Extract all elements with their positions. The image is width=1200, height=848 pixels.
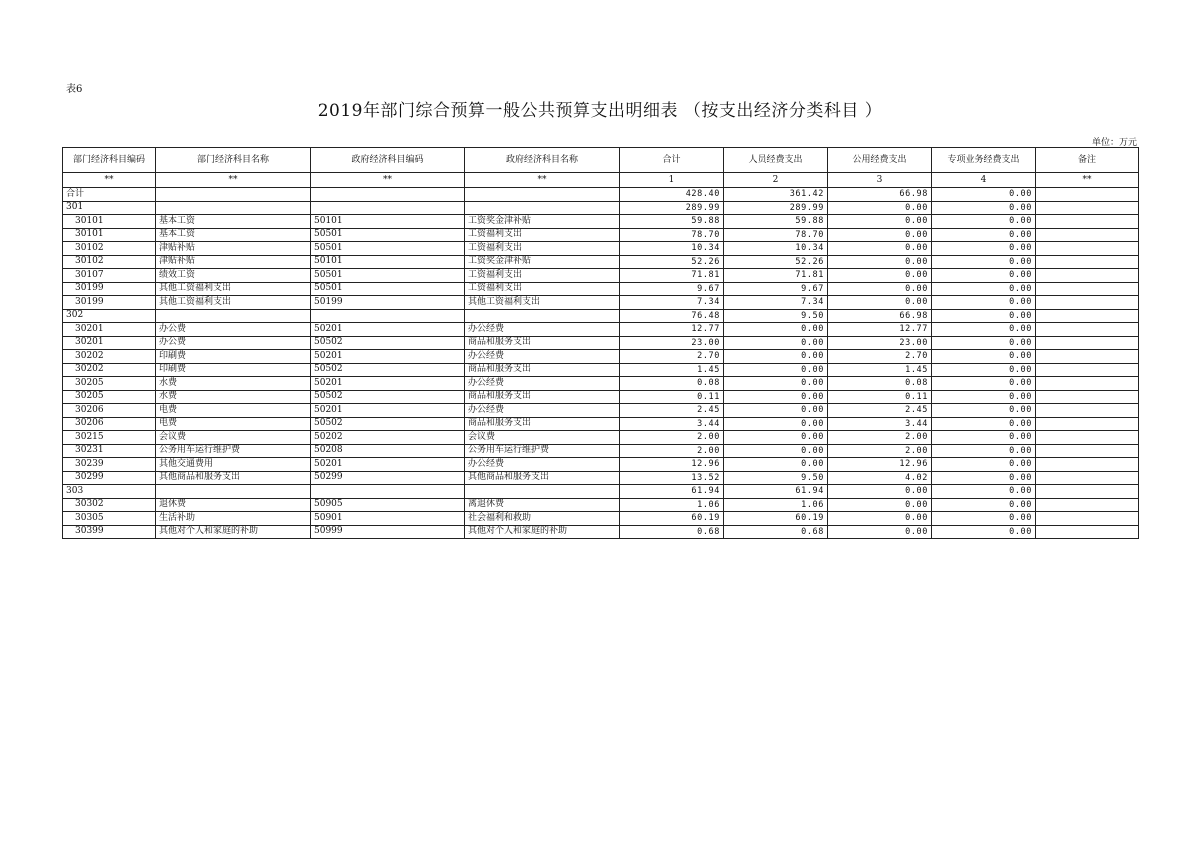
special-cell: 0.00 — [932, 269, 1036, 283]
public-cell: 2.00 — [828, 431, 932, 445]
gov-code-cell: 50501 — [311, 269, 465, 283]
public-cell: 0.00 — [828, 215, 932, 229]
total-cell: 13.52 — [620, 471, 724, 485]
gov-name-cell: 工资奖金津补贴 — [465, 255, 620, 269]
total-cell: 76.48 — [620, 309, 724, 323]
col-header-special: 专项业务经费支出 — [932, 148, 1036, 173]
note-cell — [1036, 363, 1139, 377]
dept-name-cell: 其他对个人和家庭的补助 — [156, 525, 311, 539]
total-cell: 61.94 — [620, 485, 724, 499]
personnel-cell: 1.06 — [724, 498, 828, 512]
index-row — [63, 173, 1139, 188]
public-cell: 12.77 — [828, 323, 932, 337]
public-cell: 0.00 — [828, 296, 932, 310]
personnel-cell: 78.70 — [724, 228, 828, 242]
gov-name-cell: 离退休费 — [465, 498, 620, 512]
gov-code-cell: 50201 — [311, 323, 465, 337]
gov-code-cell: 50901 — [311, 512, 465, 526]
dept-name-cell: 电费 — [156, 417, 311, 431]
personnel-cell: 361.42 — [724, 188, 828, 202]
dept-code-cell: 30199 — [63, 296, 156, 310]
public-cell: 0.00 — [828, 512, 932, 526]
gov-code-cell: 50199 — [311, 296, 465, 310]
gov-code-cell — [311, 201, 465, 215]
table-row — [63, 201, 1139, 215]
total-cell: 23.00 — [620, 336, 724, 350]
table-row — [63, 417, 1139, 431]
dept-name-cell: 生活补助 — [156, 512, 311, 526]
gov-name-cell: 其他工资福利支出 — [465, 296, 620, 310]
personnel-cell: 52.26 — [724, 255, 828, 269]
note-cell — [1036, 336, 1139, 350]
table-row — [63, 485, 1139, 499]
total-cell: 2.70 — [620, 350, 724, 364]
gov-name-cell: 办公经费 — [465, 404, 620, 418]
note-cell — [1036, 255, 1139, 269]
total-cell: 71.81 — [620, 269, 724, 283]
note-cell — [1036, 417, 1139, 431]
unit-label: 单位：万元 — [1091, 138, 1137, 148]
table-row — [63, 512, 1139, 526]
personnel-cell: 60.19 — [724, 512, 828, 526]
personnel-cell: 0.00 — [724, 458, 828, 472]
gov-name-cell: 社会福利和救助 — [465, 512, 620, 526]
personnel-cell: 0.00 — [724, 323, 828, 337]
gov-code-cell: 50201 — [311, 404, 465, 418]
public-cell: 0.00 — [828, 269, 932, 283]
dept-name-cell: 基本工资 — [156, 228, 311, 242]
special-cell: 0.00 — [932, 363, 1036, 377]
special-cell: 0.00 — [932, 458, 1036, 472]
table-row — [63, 228, 1139, 242]
special-cell: 0.00 — [932, 296, 1036, 310]
personnel-cell: 71.81 — [724, 269, 828, 283]
dept-name-cell: 水费 — [156, 377, 311, 391]
table-row — [63, 471, 1139, 485]
personnel-cell: 0.00 — [724, 404, 828, 418]
dept-code-cell: 30206 — [63, 404, 156, 418]
dept-code-cell: 302 — [63, 309, 156, 323]
gov-name-cell — [465, 309, 620, 323]
dept-name-cell: 其他交通费用 — [156, 458, 311, 472]
dept-name-cell: 会议费 — [156, 431, 311, 445]
dept-name-cell: 其他工资福利支出 — [156, 282, 311, 296]
index-cell: 4 — [932, 173, 1036, 188]
personnel-cell: 0.00 — [724, 350, 828, 364]
total-cell: 59.88 — [620, 215, 724, 229]
gov-code-cell: 50999 — [311, 525, 465, 539]
total-cell: 0.68 — [620, 525, 724, 539]
gov-name-cell: 工资福利支出 — [465, 242, 620, 256]
dept-code-cell: 30239 — [63, 458, 156, 472]
dept-name-cell: 绩效工资 — [156, 269, 311, 283]
gov-code-cell: 50502 — [311, 390, 465, 404]
dept-name-cell: 津贴补贴 — [156, 242, 311, 256]
budget-table — [62, 147, 1139, 539]
note-cell — [1036, 390, 1139, 404]
gov-code-cell: 50201 — [311, 350, 465, 364]
table-row — [63, 458, 1139, 472]
personnel-cell: 0.00 — [724, 363, 828, 377]
special-cell: 0.00 — [932, 404, 1036, 418]
dept-code-cell: 30205 — [63, 377, 156, 391]
special-cell: 0.00 — [932, 255, 1036, 269]
special-cell: 0.00 — [932, 512, 1036, 526]
gov-code-cell: 50201 — [311, 458, 465, 472]
special-cell: 0.00 — [932, 377, 1036, 391]
gov-code-cell: 50299 — [311, 471, 465, 485]
note-cell — [1036, 228, 1139, 242]
note-cell — [1036, 296, 1139, 310]
public-cell: 0.08 — [828, 377, 932, 391]
special-cell: 0.00 — [932, 525, 1036, 539]
total-cell: 0.08 — [620, 377, 724, 391]
public-cell: 4.02 — [828, 471, 932, 485]
dept-code-cell: 303 — [63, 485, 156, 499]
dept-code-cell: 30205 — [63, 390, 156, 404]
personnel-cell: 0.00 — [724, 377, 828, 391]
table-row — [63, 431, 1139, 445]
special-cell: 0.00 — [932, 242, 1036, 256]
personnel-cell: 0.00 — [724, 390, 828, 404]
col-header-dept-code: 部门经济科目编码 — [63, 148, 156, 173]
dept-name-cell: 电费 — [156, 404, 311, 418]
special-cell: 0.00 — [932, 498, 1036, 512]
gov-name-cell: 商品和服务支出 — [465, 417, 620, 431]
gov-name-cell: 其他对个人和家庭的补助 — [465, 525, 620, 539]
table-row — [63, 498, 1139, 512]
total-cell: 12.96 — [620, 458, 724, 472]
special-cell: 0.00 — [932, 228, 1036, 242]
index-cell: ** — [465, 173, 620, 188]
special-cell: 0.00 — [932, 417, 1036, 431]
gov-code-cell: 50101 — [311, 215, 465, 229]
gov-code-cell: 50202 — [311, 431, 465, 445]
dept-code-cell: 30202 — [63, 363, 156, 377]
note-cell — [1036, 458, 1139, 472]
gov-code-cell: 50501 — [311, 282, 465, 296]
table-row — [63, 242, 1139, 256]
gov-name-cell — [465, 201, 620, 215]
dept-code-cell: 30399 — [63, 525, 156, 539]
public-cell: 3.44 — [828, 417, 932, 431]
table-row — [63, 377, 1139, 391]
note-cell — [1036, 444, 1139, 458]
dept-name-cell: 退休费 — [156, 498, 311, 512]
dept-name-cell: 其他商品和服务支出 — [156, 471, 311, 485]
total-cell: 289.99 — [620, 201, 724, 215]
table-row — [63, 390, 1139, 404]
special-cell: 0.00 — [932, 350, 1036, 364]
gov-code-cell — [311, 485, 465, 499]
total-cell: 1.06 — [620, 498, 724, 512]
table-row — [63, 255, 1139, 269]
index-cell: 2 — [724, 173, 828, 188]
gov-name-cell: 其他商品和服务支出 — [465, 471, 620, 485]
dept-code-cell: 合计 — [63, 188, 156, 202]
note-cell — [1036, 309, 1139, 323]
special-cell: 0.00 — [932, 201, 1036, 215]
public-cell: 0.00 — [828, 485, 932, 499]
public-cell: 23.00 — [828, 336, 932, 350]
gov-name-cell: 商品和服务支出 — [465, 336, 620, 350]
dept-code-cell: 30102 — [63, 255, 156, 269]
table-row — [63, 350, 1139, 364]
personnel-cell: 7.34 — [724, 296, 828, 310]
special-cell: 0.00 — [932, 336, 1036, 350]
public-cell: 0.00 — [828, 282, 932, 296]
gov-name-cell: 办公经费 — [465, 458, 620, 472]
gov-code-cell: 50905 — [311, 498, 465, 512]
col-header-personnel: 人员经费支出 — [724, 148, 828, 173]
public-cell: 66.98 — [828, 188, 932, 202]
note-cell — [1036, 485, 1139, 499]
gov-code-cell: 50201 — [311, 377, 465, 391]
note-cell — [1036, 242, 1139, 256]
gov-name-cell: 工资福利支出 — [465, 269, 620, 283]
table-row — [63, 444, 1139, 458]
gov-code-cell: 50502 — [311, 363, 465, 377]
dept-code-cell: 30101 — [63, 228, 156, 242]
dept-name-cell: 印刷费 — [156, 363, 311, 377]
note-cell — [1036, 404, 1139, 418]
col-header-note: 备注 — [1036, 148, 1139, 173]
dept-name-cell: 基本工资 — [156, 215, 311, 229]
gov-code-cell — [311, 309, 465, 323]
dept-name-cell — [156, 309, 311, 323]
dept-name-cell — [156, 201, 311, 215]
public-cell: 2.00 — [828, 444, 932, 458]
dept-name-cell — [156, 188, 311, 202]
gov-code-cell: 50208 — [311, 444, 465, 458]
dept-code-cell: 30305 — [63, 512, 156, 526]
dept-name-cell: 水费 — [156, 390, 311, 404]
dept-code-cell: 30107 — [63, 269, 156, 283]
dept-name-cell: 印刷费 — [156, 350, 311, 364]
table-row — [63, 269, 1139, 283]
gov-name-cell: 商品和服务支出 — [465, 363, 620, 377]
personnel-cell: 59.88 — [724, 215, 828, 229]
dept-code-cell: 30102 — [63, 242, 156, 256]
personnel-cell: 289.99 — [724, 201, 828, 215]
special-cell: 0.00 — [932, 431, 1036, 445]
dept-code-cell: 30199 — [63, 282, 156, 296]
gov-code-cell: 50101 — [311, 255, 465, 269]
personnel-cell: 0.00 — [724, 336, 828, 350]
dept-name-cell — [156, 485, 311, 499]
gov-name-cell: 工资福利支出 — [465, 282, 620, 296]
gov-name-cell: 商品和服务支出 — [465, 390, 620, 404]
dept-name-cell: 办公费 — [156, 323, 311, 337]
index-cell: 3 — [828, 173, 932, 188]
total-cell: 60.19 — [620, 512, 724, 526]
gov-name-cell: 公务用车运行维护费 — [465, 444, 620, 458]
col-header-gov-name: 政府经济科目名称 — [465, 148, 620, 173]
public-cell: 0.00 — [828, 255, 932, 269]
dept-code-cell: 30302 — [63, 498, 156, 512]
total-cell: 7.34 — [620, 296, 724, 310]
dept-code-cell: 301 — [63, 201, 156, 215]
total-cell: 1.45 — [620, 363, 724, 377]
special-cell: 0.00 — [932, 215, 1036, 229]
total-cell: 0.11 — [620, 390, 724, 404]
public-cell: 1.45 — [828, 363, 932, 377]
special-cell: 0.00 — [932, 444, 1036, 458]
gov-name-cell: 办公经费 — [465, 323, 620, 337]
gov-name-cell — [465, 188, 620, 202]
public-cell: 0.00 — [828, 228, 932, 242]
personnel-cell: 0.00 — [724, 444, 828, 458]
table-number-label: 表6 — [66, 84, 83, 95]
note-cell — [1036, 498, 1139, 512]
dept-code-cell: 30299 — [63, 471, 156, 485]
personnel-cell: 61.94 — [724, 485, 828, 499]
col-header-gov-code: 政府经济科目编码 — [311, 148, 465, 173]
dept-code-cell: 30201 — [63, 323, 156, 337]
note-cell — [1036, 471, 1139, 485]
special-cell: 0.00 — [932, 471, 1036, 485]
total-cell: 428.40 — [620, 188, 724, 202]
dept-code-cell: 30215 — [63, 431, 156, 445]
table-row — [63, 296, 1139, 310]
public-cell: 12.96 — [828, 458, 932, 472]
dept-name-cell: 其他工资福利支出 — [156, 296, 311, 310]
note-cell — [1036, 323, 1139, 337]
gov-name-cell: 工资奖金津补贴 — [465, 215, 620, 229]
public-cell: 2.70 — [828, 350, 932, 364]
col-header-public: 公用经费支出 — [828, 148, 932, 173]
personnel-cell: 0.68 — [724, 525, 828, 539]
dept-code-cell: 30202 — [63, 350, 156, 364]
total-cell: 2.45 — [620, 404, 724, 418]
public-cell: 0.00 — [828, 201, 932, 215]
gov-code-cell — [311, 188, 465, 202]
dept-code-cell: 30231 — [63, 444, 156, 458]
gov-name-cell: 工资福利支出 — [465, 228, 620, 242]
page-title: 2019年部门综合预算一般公共预算支出明细表 （按支出经济分类科目 ） — [317, 101, 883, 121]
dept-code-cell: 30201 — [63, 336, 156, 350]
gov-code-cell: 50501 — [311, 242, 465, 256]
index-cell: 1 — [620, 173, 724, 188]
note-cell — [1036, 201, 1139, 215]
table-row — [63, 363, 1139, 377]
total-cell: 12.77 — [620, 323, 724, 337]
note-cell — [1036, 269, 1139, 283]
special-cell: 0.00 — [932, 309, 1036, 323]
public-cell: 0.00 — [828, 242, 932, 256]
table-row — [63, 336, 1139, 350]
table-row — [63, 525, 1139, 539]
total-cell: 3.44 — [620, 417, 724, 431]
total-cell: 2.00 — [620, 431, 724, 445]
table-body — [63, 188, 1139, 539]
dept-code-cell: 30101 — [63, 215, 156, 229]
personnel-cell: 0.00 — [724, 431, 828, 445]
note-cell — [1036, 282, 1139, 296]
note-cell — [1036, 377, 1139, 391]
public-cell: 0.00 — [828, 525, 932, 539]
table-row — [63, 309, 1139, 323]
dept-name-cell: 津贴补贴 — [156, 255, 311, 269]
total-cell: 9.67 — [620, 282, 724, 296]
col-header-dept-name: 部门经济科目名称 — [156, 148, 311, 173]
personnel-cell: 9.67 — [724, 282, 828, 296]
dept-name-cell: 公务用车运行维护费 — [156, 444, 311, 458]
note-cell — [1036, 525, 1139, 539]
index-cell: ** — [63, 173, 156, 188]
gov-name-cell: 办公经费 — [465, 350, 620, 364]
special-cell: 0.00 — [932, 485, 1036, 499]
personnel-cell: 9.50 — [724, 309, 828, 323]
public-cell: 2.45 — [828, 404, 932, 418]
note-cell — [1036, 188, 1139, 202]
personnel-cell: 0.00 — [724, 417, 828, 431]
personnel-cell: 10.34 — [724, 242, 828, 256]
public-cell: 0.00 — [828, 498, 932, 512]
total-cell: 2.00 — [620, 444, 724, 458]
index-cell: ** — [156, 173, 311, 188]
gov-code-cell: 50502 — [311, 336, 465, 350]
total-cell: 78.70 — [620, 228, 724, 242]
index-cell: ** — [1036, 173, 1139, 188]
header-row — [63, 148, 1139, 173]
note-cell — [1036, 350, 1139, 364]
personnel-cell: 9.50 — [724, 471, 828, 485]
note-cell — [1036, 431, 1139, 445]
note-cell — [1036, 512, 1139, 526]
gov-name-cell — [465, 485, 620, 499]
dept-code-cell: 30206 — [63, 417, 156, 431]
table-row — [63, 215, 1139, 229]
table-row — [63, 404, 1139, 418]
special-cell: 0.00 — [932, 188, 1036, 202]
table-row — [63, 282, 1139, 296]
dept-name-cell: 办公费 — [156, 336, 311, 350]
gov-name-cell: 办公经费 — [465, 377, 620, 391]
table-row — [63, 188, 1139, 202]
public-cell: 66.98 — [828, 309, 932, 323]
gov-code-cell: 50501 — [311, 228, 465, 242]
total-cell: 52.26 — [620, 255, 724, 269]
special-cell: 0.00 — [932, 282, 1036, 296]
table-row — [63, 323, 1139, 337]
gov-name-cell: 会议费 — [465, 431, 620, 445]
col-header-total: 合计 — [620, 148, 724, 173]
special-cell: 0.00 — [932, 390, 1036, 404]
note-cell — [1036, 215, 1139, 229]
gov-code-cell: 50502 — [311, 417, 465, 431]
public-cell: 0.11 — [828, 390, 932, 404]
total-cell: 10.34 — [620, 242, 724, 256]
index-cell: ** — [311, 173, 465, 188]
special-cell: 0.00 — [932, 323, 1036, 337]
